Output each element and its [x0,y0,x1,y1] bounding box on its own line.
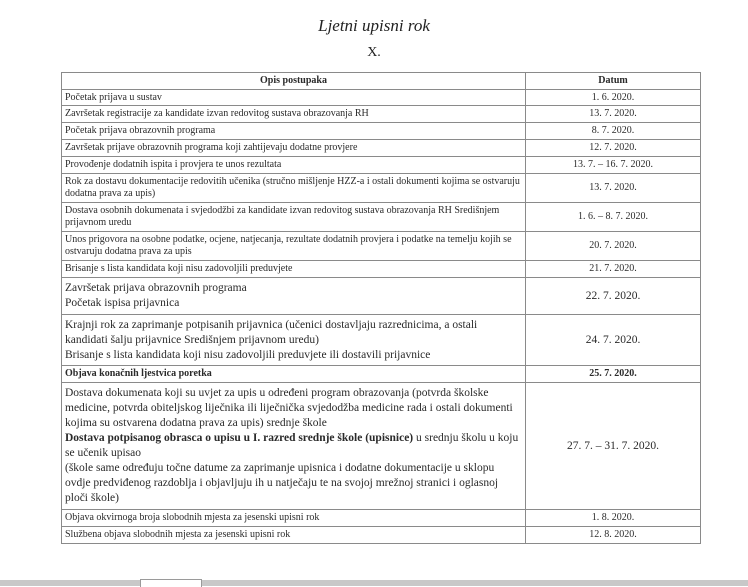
table-row [62,315,701,366]
row-date: 21. 7. 2020. [526,261,701,278]
row-description: Službena objava slobodnih mjesta za jesenski upisni rok [62,527,526,544]
row-line: Krajnji rok za zaprimanje potpisanih prijavnica (učenici dostavljaju razrednicima, a ostali kandidati šalju prijavnice Središnjem prijavnom uredu) [65,318,478,346]
row-description [62,315,526,366]
row-description [62,278,526,315]
row-line: Početak ispisa prijavnica [65,297,180,309]
row-line: Brisanje s lista kandidata koji nisu zadovoljili preduvjete ili dostavili prijavnice [65,348,431,361]
row-date: 12. 7. 2020. [526,140,701,157]
table-row [62,366,701,383]
row-date: 20. 7. 2020. [526,232,701,261]
row-date: 1. 6. 2020. [526,90,701,106]
row-description: Završetak registracije za kandidate izvan redovitog sustava obrazovanja RH [62,106,526,123]
row-bold-text: Dostava potpisanog obrasca o upisu u I. razred srednje škole (upisnice) [65,432,414,444]
table-row [62,203,701,232]
table-row [62,510,701,527]
row-date: 27. 7. – 31. 7. 2020. [526,383,701,510]
row-date: 1. 8. 2020. [526,510,701,527]
column-header-description: Opis postupaka [62,73,526,90]
table-row [62,123,701,140]
row-description: Objava konačnih ljestvica poretka [62,366,526,383]
table-row [62,232,701,261]
table-row [62,527,701,544]
row-date: 13. 7. 2020. [526,174,701,203]
table-row [62,106,701,123]
row-description: Brisanje s lista kandidata koji nisu zadovoljili preduvjete [62,261,526,278]
row-description: Završetak prijave obrazovnih programa koji zahtijevaju dodatne provjere [62,140,526,157]
row-description: Unos prigovora na osobne podatke, ocjene, natjecanja, rezultate dodatnih provjera i podatke na temelju kojih se ostvaruju dodatna prava za upis [62,232,526,261]
table-row [62,140,701,157]
row-date: 25. 7. 2020. [526,366,701,383]
row-date: 24. 7. 2020. [526,315,701,366]
bottom-scroll-track [0,580,748,586]
table-row [62,157,701,174]
row-date: 13. 7. – 16. 7. 2020. [526,157,701,174]
table-row [62,278,701,315]
table-header-row [62,73,701,90]
row-line: Dostava dokumenata koji su uvjet za upis u određeni program obrazovanja (potvrda školske medicine, potvrda obiteljskog liječnika ili liječnička svjedodžba medicine rada i ostali dokumenti kojima su ostvarena dodatna prava za upis) srednje škole [65,387,513,429]
row-line: (škole same određuju točne datume za zaprimanje upisnica i dodatne dokumentacije u sklopu ovdje predviđenog razdoblja i objavljuju ih u natječaju te na svojoj mrežnoj stranici i oglasnoj ploči škole) [65,462,499,504]
row-date: 22. 7. 2020. [526,278,701,315]
row-line: Završetak prijava obrazovnih programa [65,282,247,294]
page-title: Ljetni upisni rok [318,16,430,35]
schedule-table [61,72,701,544]
row-description [62,383,526,510]
table-row [62,90,701,106]
row-description: Početak prijava u sustav [62,90,526,106]
table-row [62,174,701,203]
row-date: 12. 8. 2020. [526,527,701,544]
row-description: Rok za dostavu dokumentacije redovitih učenika (stručno mišljenje HZZ-a i ostali dokumenti kojima se ostvaruju dodatna prava za upis) [62,174,526,203]
row-date: 1. 6. – 8. 7. 2020. [526,203,701,232]
table-row [62,383,701,510]
row-description: Objava okvirnoga broja slobodnih mjesta za jesenski upisni rok [62,510,526,527]
section-number: X. [367,45,381,60]
row-line [65,431,522,461]
row-description: Početak prijava obrazovnih programa [62,123,526,140]
row-description: Dostava osobnih dokumenata i svjedodžbi za kandidate izvan redovitog sustava obrazovanja RH Središnjem prijavnom uredu [62,203,526,232]
row-date: 8. 7. 2020. [526,123,701,140]
table-row [62,261,701,278]
row-description: Provođenje dodatnih ispita i provjera te unos rezultata [62,157,526,174]
row-date: 13. 7. 2020. [526,106,701,123]
row-bold-tail: u srednju školu u koju se učenik upisao [65,432,519,459]
column-header-date: Datum [526,73,701,90]
